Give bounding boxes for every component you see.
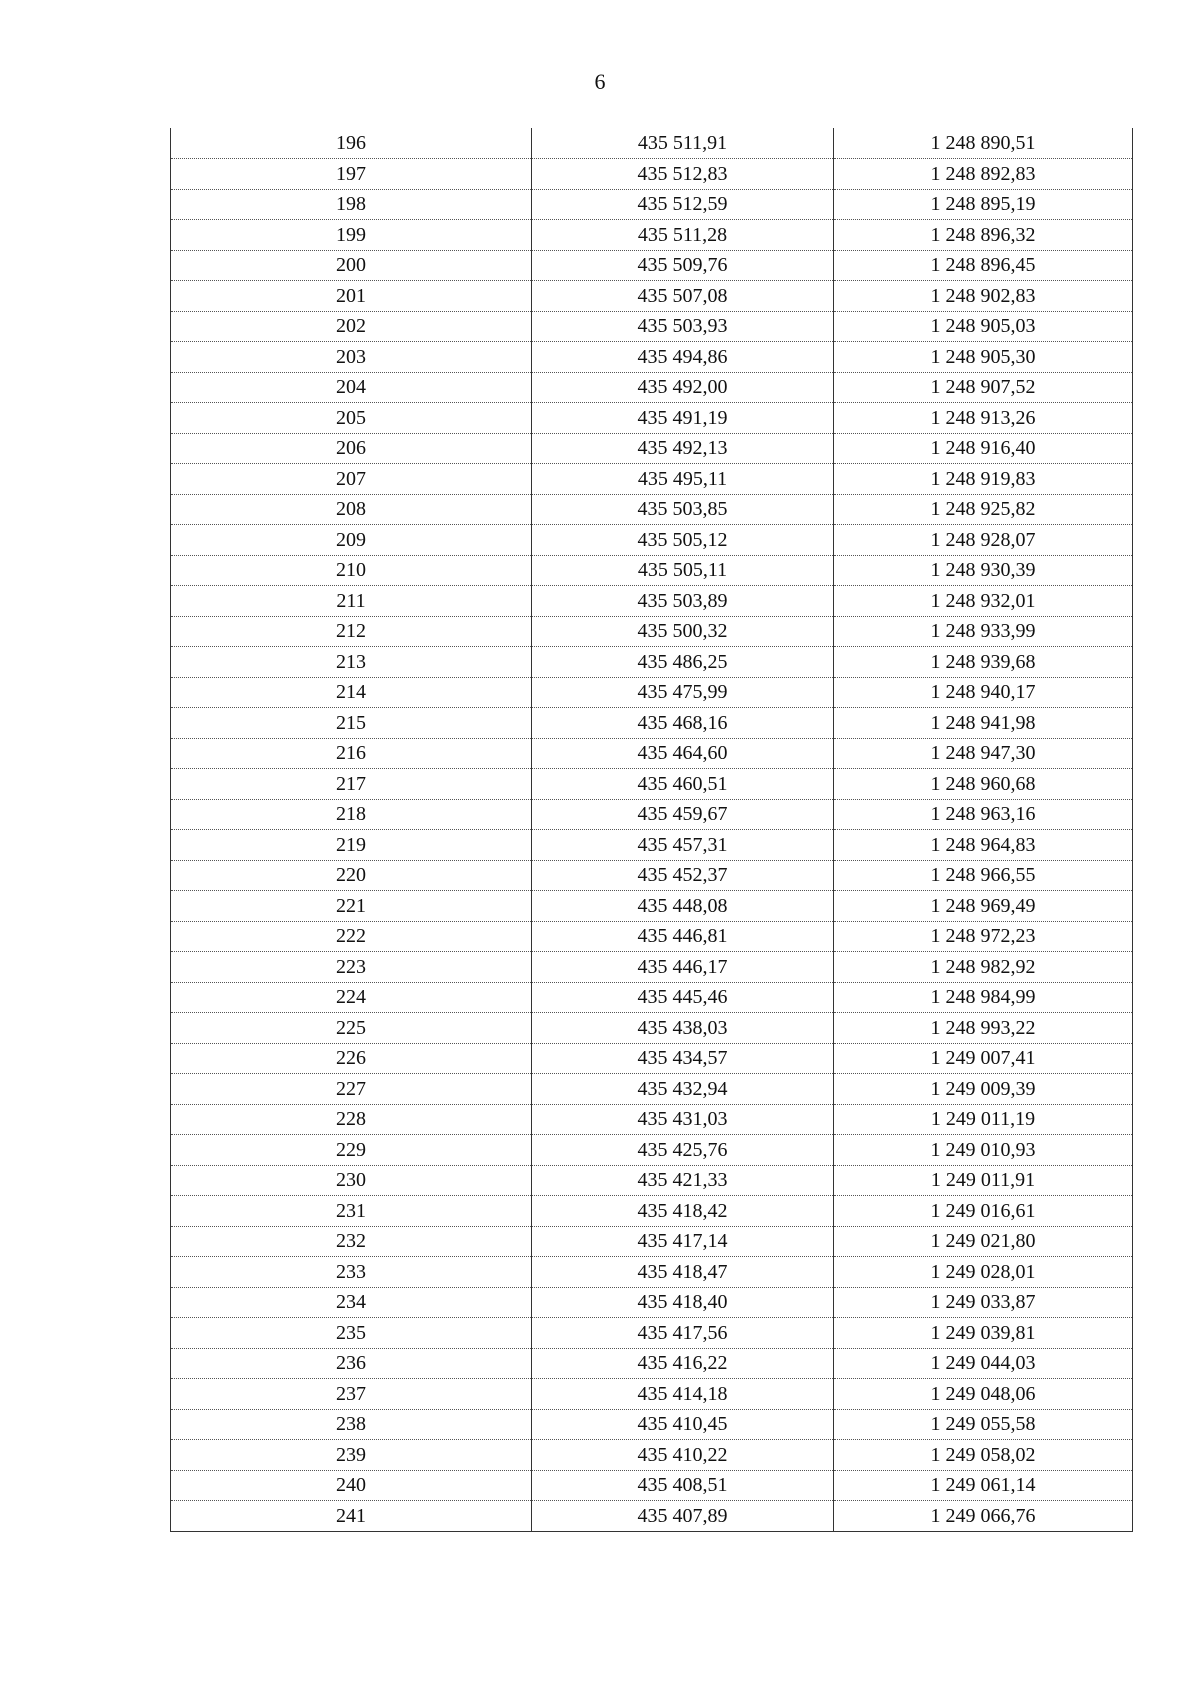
point-number-cell: 196 bbox=[171, 128, 532, 159]
table-row bbox=[171, 1043, 1133, 1074]
point-number-cell: 232 bbox=[171, 1226, 532, 1257]
point-number-cell: 217 bbox=[171, 769, 532, 800]
point-number-cell: 203 bbox=[171, 342, 532, 373]
x-coordinate-cell: 435 448,08 bbox=[532, 891, 834, 922]
x-coordinate-cell: 435 416,22 bbox=[532, 1348, 834, 1379]
y-coordinate-cell: 1 248 940,17 bbox=[834, 677, 1133, 708]
table-row bbox=[171, 1226, 1133, 1257]
x-coordinate-cell: 435 491,19 bbox=[532, 403, 834, 434]
x-coordinate-cell: 435 418,42 bbox=[532, 1196, 834, 1227]
x-coordinate-cell: 435 414,18 bbox=[532, 1379, 834, 1410]
y-coordinate-cell: 1 248 896,32 bbox=[834, 220, 1133, 251]
y-coordinate-cell: 1 248 916,40 bbox=[834, 433, 1133, 464]
y-coordinate-cell: 1 249 010,93 bbox=[834, 1135, 1133, 1166]
point-number-cell: 235 bbox=[171, 1318, 532, 1349]
x-coordinate-cell: 435 418,40 bbox=[532, 1287, 834, 1318]
y-coordinate-cell: 1 249 033,87 bbox=[834, 1287, 1133, 1318]
x-coordinate-cell: 435 495,11 bbox=[532, 464, 834, 495]
table-row bbox=[171, 1470, 1133, 1501]
x-coordinate-cell: 435 509,76 bbox=[532, 250, 834, 281]
table-row bbox=[171, 860, 1133, 891]
x-coordinate-cell: 435 511,91 bbox=[532, 128, 834, 159]
table-row bbox=[171, 403, 1133, 434]
table-row bbox=[171, 677, 1133, 708]
x-coordinate-cell: 435 410,45 bbox=[532, 1409, 834, 1440]
x-coordinate-cell: 435 507,08 bbox=[532, 281, 834, 312]
table-row bbox=[171, 647, 1133, 678]
point-number-cell: 224 bbox=[171, 982, 532, 1013]
point-number-cell: 210 bbox=[171, 555, 532, 586]
page-number: 6 bbox=[594, 69, 606, 94]
point-number-cell: 236 bbox=[171, 1348, 532, 1379]
y-coordinate-cell: 1 249 044,03 bbox=[834, 1348, 1133, 1379]
point-number-cell: 202 bbox=[171, 311, 532, 342]
table-row bbox=[171, 1409, 1133, 1440]
x-coordinate-cell: 435 407,89 bbox=[532, 1501, 834, 1532]
table-row bbox=[171, 311, 1133, 342]
point-number-cell: 219 bbox=[171, 830, 532, 861]
table-row bbox=[171, 281, 1133, 312]
table-row bbox=[171, 616, 1133, 647]
x-coordinate-cell: 435 460,51 bbox=[532, 769, 834, 800]
y-coordinate-cell: 1 249 048,06 bbox=[834, 1379, 1133, 1410]
y-coordinate-cell: 1 248 993,22 bbox=[834, 1013, 1133, 1044]
point-number-cell: 238 bbox=[171, 1409, 532, 1440]
point-number-cell: 216 bbox=[171, 738, 532, 769]
y-coordinate-cell: 1 249 007,41 bbox=[834, 1043, 1133, 1074]
point-number-cell: 200 bbox=[171, 250, 532, 281]
point-number-cell: 223 bbox=[171, 952, 532, 983]
x-coordinate-cell: 435 452,37 bbox=[532, 860, 834, 891]
table-row bbox=[171, 494, 1133, 525]
point-number-cell: 234 bbox=[171, 1287, 532, 1318]
y-coordinate-cell: 1 248 972,23 bbox=[834, 921, 1133, 952]
point-number-cell: 207 bbox=[171, 464, 532, 495]
table-row bbox=[171, 128, 1133, 159]
y-coordinate-cell: 1 248 905,03 bbox=[834, 311, 1133, 342]
table-row bbox=[171, 708, 1133, 739]
point-number-cell: 218 bbox=[171, 799, 532, 830]
point-number-cell: 231 bbox=[171, 1196, 532, 1227]
x-coordinate-cell: 435 425,76 bbox=[532, 1135, 834, 1166]
y-coordinate-cell: 1 248 902,83 bbox=[834, 281, 1133, 312]
y-coordinate-cell: 1 248 982,92 bbox=[834, 952, 1133, 983]
table-row bbox=[171, 220, 1133, 251]
y-coordinate-cell: 1 248 939,68 bbox=[834, 647, 1133, 678]
point-number-cell: 225 bbox=[171, 1013, 532, 1044]
y-coordinate-cell: 1 249 058,02 bbox=[834, 1440, 1133, 1471]
y-coordinate-cell: 1 249 066,76 bbox=[834, 1501, 1133, 1532]
y-coordinate-cell: 1 249 028,01 bbox=[834, 1257, 1133, 1288]
y-coordinate-cell: 1 248 930,39 bbox=[834, 555, 1133, 586]
table-row bbox=[171, 1165, 1133, 1196]
y-coordinate-cell: 1 249 055,58 bbox=[834, 1409, 1133, 1440]
y-coordinate-cell: 1 249 011,19 bbox=[834, 1104, 1133, 1135]
table-row bbox=[171, 1287, 1133, 1318]
table-row bbox=[171, 769, 1133, 800]
y-coordinate-cell: 1 248 963,16 bbox=[834, 799, 1133, 830]
point-number-cell: 199 bbox=[171, 220, 532, 251]
y-coordinate-cell: 1 248 896,45 bbox=[834, 250, 1133, 281]
point-number-cell: 233 bbox=[171, 1257, 532, 1288]
x-coordinate-cell: 435 417,14 bbox=[532, 1226, 834, 1257]
y-coordinate-cell: 1 248 913,26 bbox=[834, 403, 1133, 434]
y-coordinate-cell: 1 249 011,91 bbox=[834, 1165, 1133, 1196]
y-coordinate-cell: 1 248 925,82 bbox=[834, 494, 1133, 525]
coordinates-table-body bbox=[171, 128, 1133, 1531]
y-coordinate-cell: 1 248 932,01 bbox=[834, 586, 1133, 617]
table-row bbox=[171, 799, 1133, 830]
table-row bbox=[171, 1257, 1133, 1288]
table-row bbox=[171, 1379, 1133, 1410]
table-row bbox=[171, 1318, 1133, 1349]
y-coordinate-cell: 1 248 969,49 bbox=[834, 891, 1133, 922]
x-coordinate-cell: 435 431,03 bbox=[532, 1104, 834, 1135]
point-number-cell: 214 bbox=[171, 677, 532, 708]
table-row bbox=[171, 1135, 1133, 1166]
point-number-cell: 211 bbox=[171, 586, 532, 617]
point-number-cell: 220 bbox=[171, 860, 532, 891]
y-coordinate-cell: 1 248 895,19 bbox=[834, 189, 1133, 220]
point-number-cell: 201 bbox=[171, 281, 532, 312]
y-coordinate-cell: 1 249 061,14 bbox=[834, 1470, 1133, 1501]
x-coordinate-cell: 435 511,28 bbox=[532, 220, 834, 251]
x-coordinate-cell: 435 505,11 bbox=[532, 555, 834, 586]
y-coordinate-cell: 1 248 941,98 bbox=[834, 708, 1133, 739]
table-row bbox=[171, 525, 1133, 556]
x-coordinate-cell: 435 492,13 bbox=[532, 433, 834, 464]
y-coordinate-cell: 1 248 984,99 bbox=[834, 982, 1133, 1013]
x-coordinate-cell: 435 434,57 bbox=[532, 1043, 834, 1074]
table-row bbox=[171, 891, 1133, 922]
y-coordinate-cell: 1 248 966,55 bbox=[834, 860, 1133, 891]
table-row bbox=[171, 189, 1133, 220]
y-coordinate-cell: 1 249 016,61 bbox=[834, 1196, 1133, 1227]
point-number-cell: 230 bbox=[171, 1165, 532, 1196]
x-coordinate-cell: 435 438,03 bbox=[532, 1013, 834, 1044]
point-number-cell: 226 bbox=[171, 1043, 532, 1074]
table-row bbox=[171, 372, 1133, 403]
x-coordinate-cell: 435 475,99 bbox=[532, 677, 834, 708]
y-coordinate-cell: 1 248 890,51 bbox=[834, 128, 1133, 159]
x-coordinate-cell: 435 410,22 bbox=[532, 1440, 834, 1471]
x-coordinate-cell: 435 500,32 bbox=[532, 616, 834, 647]
x-coordinate-cell: 435 459,67 bbox=[532, 799, 834, 830]
point-number-cell: 213 bbox=[171, 647, 532, 678]
x-coordinate-cell: 435 486,25 bbox=[532, 647, 834, 678]
table-row bbox=[171, 1013, 1133, 1044]
point-number-cell: 206 bbox=[171, 433, 532, 464]
table-row bbox=[171, 1348, 1133, 1379]
table-row bbox=[171, 555, 1133, 586]
x-coordinate-cell: 435 446,17 bbox=[532, 952, 834, 983]
y-coordinate-cell: 1 249 021,80 bbox=[834, 1226, 1133, 1257]
table-row bbox=[171, 952, 1133, 983]
table-row bbox=[171, 1074, 1133, 1105]
table-row bbox=[171, 1104, 1133, 1135]
y-coordinate-cell: 1 248 919,83 bbox=[834, 464, 1133, 495]
point-number-cell: 205 bbox=[171, 403, 532, 434]
table-row bbox=[171, 1196, 1133, 1227]
table-row bbox=[171, 586, 1133, 617]
y-coordinate-cell: 1 248 905,30 bbox=[834, 342, 1133, 373]
point-number-cell: 237 bbox=[171, 1379, 532, 1410]
table-row bbox=[171, 433, 1133, 464]
x-coordinate-cell: 435 417,56 bbox=[532, 1318, 834, 1349]
point-number-cell: 197 bbox=[171, 159, 532, 190]
table-row bbox=[171, 1501, 1133, 1532]
x-coordinate-cell: 435 468,16 bbox=[532, 708, 834, 739]
point-number-cell: 240 bbox=[171, 1470, 532, 1501]
x-coordinate-cell: 435 503,93 bbox=[532, 311, 834, 342]
y-coordinate-cell: 1 248 892,83 bbox=[834, 159, 1133, 190]
point-number-cell: 198 bbox=[171, 189, 532, 220]
y-coordinate-cell: 1 248 964,83 bbox=[834, 830, 1133, 861]
point-number-cell: 204 bbox=[171, 372, 532, 403]
point-number-cell: 208 bbox=[171, 494, 532, 525]
table-row bbox=[171, 738, 1133, 769]
point-number-cell: 239 bbox=[171, 1440, 532, 1471]
x-coordinate-cell: 435 464,60 bbox=[532, 738, 834, 769]
point-number-cell: 227 bbox=[171, 1074, 532, 1105]
table-row bbox=[171, 250, 1133, 281]
y-coordinate-cell: 1 248 947,30 bbox=[834, 738, 1133, 769]
point-number-cell: 229 bbox=[171, 1135, 532, 1166]
point-number-cell: 221 bbox=[171, 891, 532, 922]
x-coordinate-cell: 435 503,89 bbox=[532, 586, 834, 617]
table-row bbox=[171, 342, 1133, 373]
x-coordinate-cell: 435 512,59 bbox=[532, 189, 834, 220]
point-number-cell: 215 bbox=[171, 708, 532, 739]
y-coordinate-cell: 1 248 928,07 bbox=[834, 525, 1133, 556]
y-coordinate-cell: 1 249 039,81 bbox=[834, 1318, 1133, 1349]
x-coordinate-cell: 435 432,94 bbox=[532, 1074, 834, 1105]
coordinates-table bbox=[170, 128, 1133, 1532]
x-coordinate-cell: 435 418,47 bbox=[532, 1257, 834, 1288]
y-coordinate-cell: 1 249 009,39 bbox=[834, 1074, 1133, 1105]
x-coordinate-cell: 435 492,00 bbox=[532, 372, 834, 403]
x-coordinate-cell: 435 421,33 bbox=[532, 1165, 834, 1196]
x-coordinate-cell: 435 445,46 bbox=[532, 982, 834, 1013]
table-row bbox=[171, 921, 1133, 952]
point-number-cell: 209 bbox=[171, 525, 532, 556]
point-number-cell: 241 bbox=[171, 1501, 532, 1532]
y-coordinate-cell: 1 248 933,99 bbox=[834, 616, 1133, 647]
y-coordinate-cell: 1 248 960,68 bbox=[834, 769, 1133, 800]
x-coordinate-cell: 435 446,81 bbox=[532, 921, 834, 952]
table-row bbox=[171, 830, 1133, 861]
x-coordinate-cell: 435 457,31 bbox=[532, 830, 834, 861]
x-coordinate-cell: 435 503,85 bbox=[532, 494, 834, 525]
point-number-cell: 212 bbox=[171, 616, 532, 647]
table-row bbox=[171, 982, 1133, 1013]
x-coordinate-cell: 435 512,83 bbox=[532, 159, 834, 190]
x-coordinate-cell: 435 494,86 bbox=[532, 342, 834, 373]
y-coordinate-cell: 1 248 907,52 bbox=[834, 372, 1133, 403]
point-number-cell: 228 bbox=[171, 1104, 532, 1135]
x-coordinate-cell: 435 408,51 bbox=[532, 1470, 834, 1501]
table-row bbox=[171, 1440, 1133, 1471]
point-number-cell: 222 bbox=[171, 921, 532, 952]
x-coordinate-cell: 435 505,12 bbox=[532, 525, 834, 556]
table-row bbox=[171, 159, 1133, 190]
table-row bbox=[171, 464, 1133, 495]
